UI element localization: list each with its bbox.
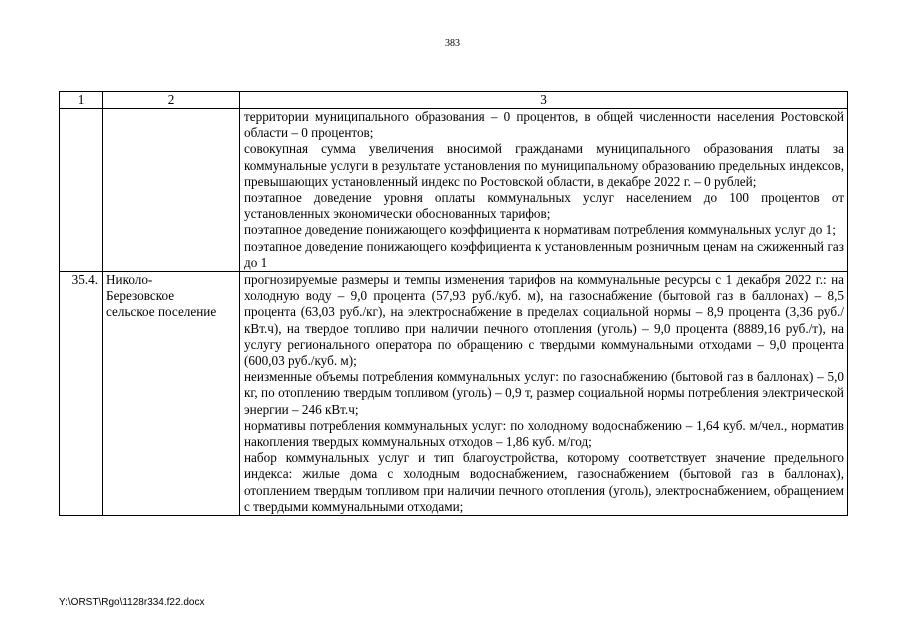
paragraph: поэтапное доведение понижающего коэффициента к нормативам потребления коммунальных услуг до 1; — [244, 222, 836, 238]
table-header-row — [60, 92, 848, 109]
file-path-footer: Y:\ORST\Rgo\1128r334.f22.docx — [59, 597, 205, 608]
municipality-name-line: сельское поселение — [106, 304, 217, 320]
table-row — [60, 272, 848, 516]
indices-table — [59, 91, 848, 516]
paragraph: нормативы потребления коммунальных услуг: по холодному водоснабжению – 1,64 куб. м/чел., норматив накопления твердых коммунальных отходов – 1,86 куб. м/год; — [244, 417, 844, 450]
paragraph: совокупная сумма увеличения вносимой гражданами муниципального образования платы за коммунальные услуги в результате установления по муниципальному образованию предельных индексов, превышающих установленный индекс по Ростовской области, в декабре 2022 г. – 0 рублей; — [244, 141, 844, 189]
paragraph: набор коммунальных услуг и тип благоустройства, которому соответствует значение предельного индекса: жилые дома с холодным водоснабжением, газоснабжением (бытовой газ в баллонах), отоплением твердым топливом при наличии печного отопления (уголь), электроснабжением, обращением с твердыми коммунальными отходами; — [244, 450, 844, 514]
municipality-name-line: Николо- — [106, 272, 153, 288]
table-row — [60, 109, 848, 272]
paragraph: поэтапное доведение уровня оплаты коммунальных услуг населением до 100 процентов от установленных экономически обоснованных тарифов; — [244, 190, 844, 222]
row-number-cell: 35.4. — [60, 272, 103, 516]
indicators-cell — [240, 272, 848, 516]
column-header-1: 1 — [60, 92, 103, 109]
row-number-cell — [60, 109, 103, 272]
paragraph: прогнозируемые размеры и темпы изменения тарифов на коммунальные ресурсы с 1 декабря 2022 г.: на холодную воду – 9,0 процента (57,93 руб./куб. м), на газоснабжение (бытовой газ в баллонах) – 8,5 процента (63,03 руб./кг), на электроснабжение в пределах социальной нормы – 8,9 процента (3,36 руб./кВт.ч), на твердое топливо при наличии печного отопления (уголь) – 9,0 процента (8889,16 руб./т), на услугу регионального оператора по обращению с твердыми коммунальными отходами – 9,0 процента (600,03 руб./куб. м); — [244, 272, 844, 369]
municipality-cell — [103, 109, 240, 272]
indicators-cell — [240, 109, 848, 272]
column-header-3: 3 — [240, 92, 848, 109]
column-header-2: 2 — [103, 92, 240, 109]
paragraph: поэтапное доведение понижающего коэффициента к установленным розничным ценам на сжиженный газ до 1 — [244, 238, 844, 270]
paragraph: неизменные объемы потребления коммунальных услуг: по газоснабжению (бытовой газ в баллонах) – 5,0 кг, по отоплению твердым топливом (уголь) – 0,9 т, размер социальной нормы потребления электрической энергии – 246 кВт.ч; — [244, 369, 844, 417]
page-number: 383 — [445, 38, 460, 49]
paragraph: территории муниципального образования – 0 процентов, в общей численности населения Ростовской области – 0 процентов; — [244, 109, 844, 141]
municipality-name-line: Березовское — [106, 288, 175, 304]
municipality-cell — [103, 272, 240, 516]
